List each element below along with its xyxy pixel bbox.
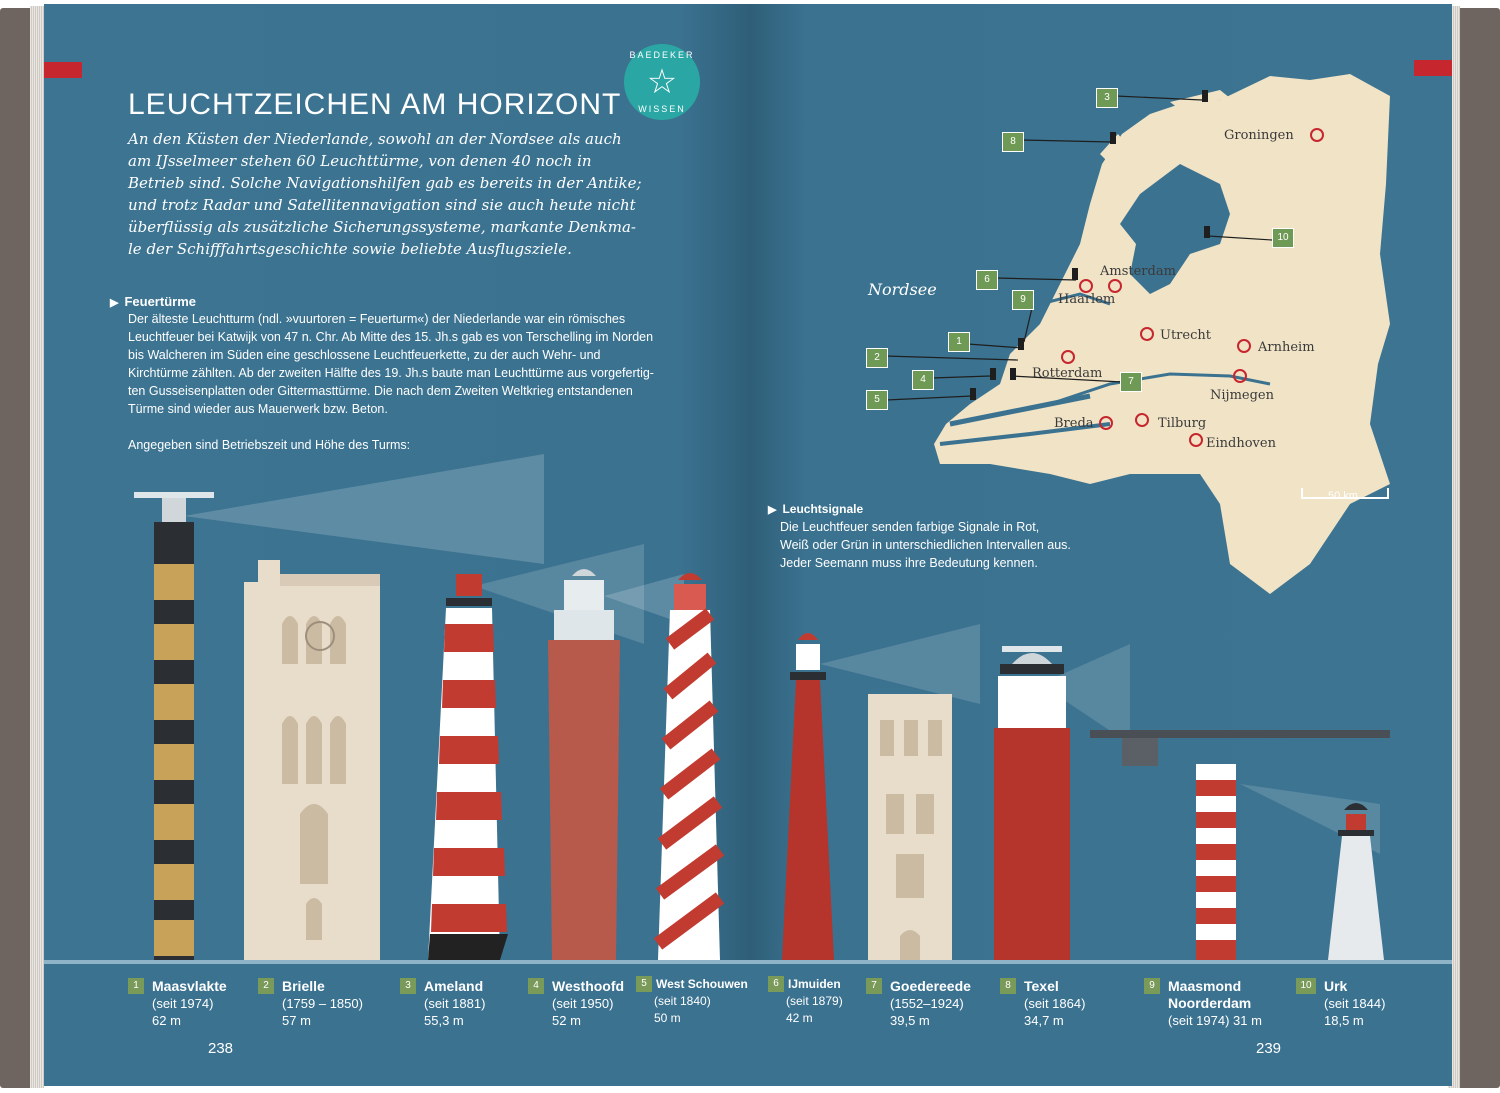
tower-height: 50 m xyxy=(654,1011,681,1025)
tower-name: IJmuiden xyxy=(788,977,841,991)
intro-line: Betrieb sind. Solche Navigationshilfen gab es bereits in der Antike; xyxy=(128,174,642,192)
text-line: Jeder Seemann muss ihre Bedeutung kennen. xyxy=(780,556,1038,570)
tower-name-line2: Noorderdam xyxy=(1168,995,1252,1011)
tower-name: West Schouwen xyxy=(656,977,748,991)
section-title: Leuchtsignale xyxy=(782,502,864,516)
tower-label-west-schouwen xyxy=(636,976,748,1027)
tower-label-texel xyxy=(1000,978,1085,1029)
scale-label: 50 km xyxy=(1328,490,1358,502)
tower-label-maasmond xyxy=(1144,978,1262,1029)
city-label: Breda xyxy=(1054,416,1094,431)
tower-name: Goedereede xyxy=(890,978,971,994)
city-label: Arnheim xyxy=(1258,340,1315,355)
tower-period: (1552–1924) xyxy=(890,996,964,1011)
section-heading-leuchtsignale xyxy=(768,502,863,516)
intro-line: und trotz Radar und Satellitennavigation sind sie auch heute nicht xyxy=(128,196,636,214)
tower-number: 2 xyxy=(258,978,274,994)
badge-top-text: BAEDEKER xyxy=(629,50,695,60)
tower-label-urk xyxy=(1296,978,1385,1029)
tower-name: Urk xyxy=(1324,978,1348,994)
tower-label-ameland xyxy=(400,978,485,1029)
map-marker: 7 xyxy=(1120,372,1142,392)
text-line: bis Walcheren im Süden eine geschlossene Leuchtfeuerkette, zu der auch Wehr- und xyxy=(128,348,601,362)
tower-name: Maasvlakte xyxy=(152,978,227,994)
city-label: Tilburg xyxy=(1158,416,1207,431)
city-label: Nijmegen xyxy=(1210,388,1274,403)
tower-period: (seit 1974) 31 m xyxy=(1168,1013,1262,1028)
tower-height: 34,7 m xyxy=(1024,1013,1064,1028)
page-title: LEUCHTZEICHEN AM HORIZONT xyxy=(128,88,622,121)
map-marker: 2 xyxy=(866,348,888,368)
city-label: Eindhoven xyxy=(1206,436,1276,451)
text-line: Leuchtfeuer bei Katwijk von 47 n. Chr. Ab Mitte des 15. Jh.s gab es von Terschelling im Norden xyxy=(128,330,654,344)
text-line: Türme sind wieder aus Mauerwerk bzw. Beton. xyxy=(128,402,388,416)
tower-height: 57 m xyxy=(282,1013,311,1028)
tower-name: Westhoofd xyxy=(552,978,625,994)
map-marker: 4 xyxy=(912,370,934,390)
map-marker: 9 xyxy=(1012,290,1034,310)
intro-line: le der Schifffahrtsgeschichte sowie beliebte Ausflugsziele. xyxy=(128,240,572,258)
tower-name: Ameland xyxy=(424,978,484,994)
sea-label: Nordsee xyxy=(868,280,937,299)
tower-period: (seit 1879) xyxy=(786,994,843,1008)
city-label: Amsterdam xyxy=(1100,264,1176,279)
map-marker: 1 xyxy=(948,332,970,352)
star-icon: ☆ xyxy=(646,63,678,101)
intro-line: An den Küsten der Niederlande, sowohl an der Nordsee als auch xyxy=(128,130,622,148)
triangle-icon: ▶ xyxy=(768,504,777,516)
city-label: Rotterdam xyxy=(1032,366,1103,381)
tower-label-maasvlakte xyxy=(128,978,227,1029)
city-label: Haarlem xyxy=(1058,292,1116,307)
page-edges-left xyxy=(30,6,44,1088)
left-lighthouse-illustration xyxy=(44,4,750,1086)
tower-height: 39,5 m xyxy=(890,1013,930,1028)
leuchtsignale-text xyxy=(780,518,1071,572)
map-marker: 5 xyxy=(866,390,888,410)
tower-number: 7 xyxy=(866,978,882,994)
tower-label-ijmuiden xyxy=(768,976,843,1027)
tower-period: (1759 – 1850) xyxy=(282,996,363,1011)
right-page xyxy=(750,4,1452,1086)
tower-name: Texel xyxy=(1024,978,1059,994)
text-line: Kirchtürme zählten. Ab der zweiten Hälfte des 19. Jh.s baute man Leuchttürme aus vorgefertig- xyxy=(128,366,654,380)
tower-height: 42 m xyxy=(786,1011,813,1025)
tower-period: (seit 1974) xyxy=(152,996,214,1011)
intro-line: überflüssig als zusätzliche Sicherungssysteme, markante Denkma- xyxy=(128,218,636,236)
text-line: Weiß oder Grün in unterschiedlichen Intervallen aus. xyxy=(780,538,1071,552)
map-marker: 8 xyxy=(1002,132,1024,152)
map-marker: 3 xyxy=(1096,88,1118,108)
tower-period: (seit 1881) xyxy=(424,996,486,1011)
tower-height: 18,5 m xyxy=(1324,1013,1364,1028)
tower-label-brielle xyxy=(258,978,363,1029)
text-line: Der älteste Leuchtturm (ndl. »vuurtoren = Feuerturm«) der Niederlande war ein römisches xyxy=(128,312,626,326)
triangle-icon: ▶ xyxy=(110,297,119,309)
city-label: Utrecht xyxy=(1160,328,1211,343)
city-label: Groningen xyxy=(1224,128,1294,143)
tower-period: (seit 1864) xyxy=(1024,996,1086,1011)
badge-bottom-text: WISSEN xyxy=(638,104,686,114)
tower-name: Brielle xyxy=(282,978,325,994)
tower-number: 4 xyxy=(528,978,544,994)
text-line: Die Leuchtfeuer senden farbige Signale in Rot, xyxy=(780,520,1040,534)
intro-line: am IJsselmeer stehen 60 Leuchttürme, von denen 40 noch in xyxy=(128,152,592,170)
tower-number: 3 xyxy=(400,978,416,994)
page-number-left: 238 xyxy=(208,1040,234,1057)
tower-name: Maasmond xyxy=(1168,978,1242,994)
tower-label-westhoofd xyxy=(528,978,624,1029)
map-marker: 10 xyxy=(1272,228,1294,248)
tower-period: (seit 1840) xyxy=(654,994,711,1008)
tower-number: 1 xyxy=(128,978,144,994)
tower-height: 55,3 m xyxy=(424,1013,464,1028)
map-marker: 6 xyxy=(976,270,998,290)
tower-number: 5 xyxy=(636,976,652,992)
tower-number: 8 xyxy=(1000,978,1016,994)
tower-period: (seit 1844) xyxy=(1324,996,1386,1011)
tower-number: 6 xyxy=(768,976,784,992)
tower-height: 52 m xyxy=(552,1013,581,1028)
section-title: Feuertürme xyxy=(124,294,196,309)
tower-period: (seit 1950) xyxy=(552,996,614,1011)
height-note: Angegeben sind Betriebszeit und Höhe des Turms: xyxy=(128,438,411,452)
tower-label-goedereede xyxy=(866,978,971,1029)
left-page xyxy=(44,4,750,1086)
tower-height: 62 m xyxy=(152,1013,181,1028)
page-number-right: 239 xyxy=(1256,1040,1282,1057)
text-line: ten Gusseisenplatten oder Gittermasttürme. Die nach dem Zweiten Weltkrieg entstandenen xyxy=(128,384,633,398)
tower-number: 10 xyxy=(1296,978,1316,994)
tower-number: 9 xyxy=(1144,978,1160,994)
